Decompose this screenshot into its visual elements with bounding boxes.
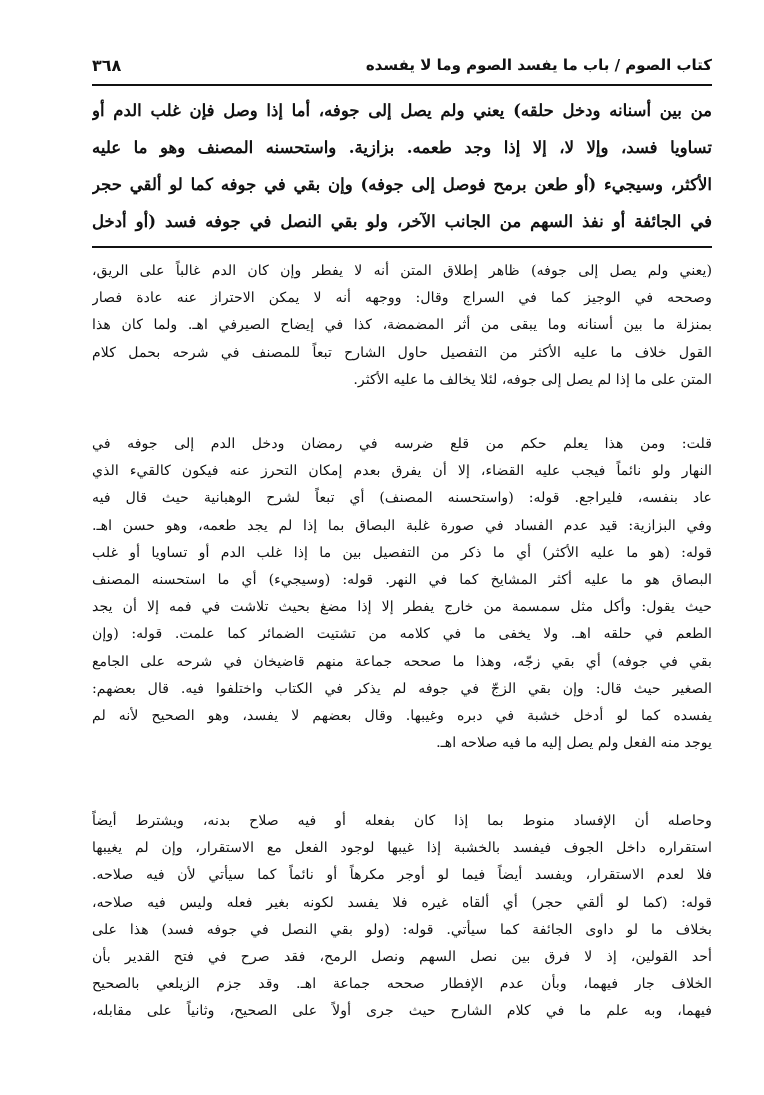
header-divider xyxy=(92,84,712,86)
commentary-line: بقي في جوفه) أي بقي زجّه، وهذا ما صححه جماعة منهم قاضيخان في شرحه على الجامع xyxy=(92,653,712,670)
commentary-line: وصححه في الوجيز كما في السراج وقال: ووجهه أنه لا يمكن الاحتراز عنه عادة فصار xyxy=(92,290,712,307)
commentary-paragraph-2 xyxy=(92,431,712,757)
commentary-line: قوله: (كما لو ألقي حجر) أي ألقاه غيره فلا يفسد لكونه بغير فعله وليس فيه صلاحه، xyxy=(92,894,712,911)
page-header xyxy=(92,52,712,78)
commentary-divider xyxy=(92,246,712,248)
commentary-line: فيهما، وبه علم ما في كلام الشارح حيث جرى أولاً على الصحيح، وثانياً على مقابله، xyxy=(92,1003,712,1020)
main-text-line: من بين أسنانه ودخل حلقه) يعني ولم يصل إلى جوفه، أما إذا وصل فإن غلب الدم أو xyxy=(92,101,712,120)
commentary-line: وفي البزازية: قيد عدم الفساد في صورة غلبة البصاق بما إذا لم يجد طعمه، وهو حسن اهـ. xyxy=(92,517,712,534)
main-text-line: في الجائفة أو نفذ السهم من الجانب الآخر، ولو بقي النصل في جوفه فسد (أو أدخل xyxy=(92,212,712,231)
commentary-line: يفسده كما لو أدخل خشبة في دبره وغيبها. وقال بعضهم لا يفسد، وهو الصحيح لأنه لم xyxy=(92,707,712,724)
commentary-line: بمنزلة ما بين أسنانه وما يبقى من أثر المضمضة، كذا في إيضاح الصيرفي اهـ. ولما كان هذا xyxy=(92,317,712,334)
commentary-line: القول خلاف ما عليه الأكثر من التفصيل حاول الشارح تبعاً للمصنف في شرحه بحمل كلام xyxy=(92,344,712,361)
commentary-line: عاد بنفسه، فليراجع. قوله: (واستحسنه المصنف) أي تبعاً لشرح الوهبانية حيث قال فيه xyxy=(92,490,712,507)
commentary-line: المتن على ما إذا لم يصل إلى جوفه، لئلا يخالف ما عليه الأكثر. xyxy=(353,371,712,388)
commentary-line: البصاق هو ما عليه أكثر المشايخ كما في النهر. قوله: (وسيجيء) أي ما استحسنه المصنف xyxy=(92,571,712,588)
running-title: كتاب الصوم / باب ما يفسد الصوم وما لا يفسده xyxy=(365,56,712,74)
commentary-line: فلا لعدم الاستقرار، ويفسد أيضاً فيما لو أوجر مكرهاً أو نائماً كما سيأتي لأن فيه صلاحه. xyxy=(92,867,712,884)
commentary-line: قلت: ومن هذا يعلم حكم من قلع ضرسه في رمضان ودخل الدم إلى جوفه في xyxy=(92,436,712,452)
commentary-line: قوله: (هو ما عليه الأكثر) أي ما ذكر من التفصيل بين ما إذا غلب الدم أو تساويا أو غلب xyxy=(92,544,712,561)
page-number: ٣٦٨ xyxy=(92,55,122,75)
commentary-paragraph-3 xyxy=(92,808,712,1026)
commentary-line: وحاصله أن الإفساد منوط بما إذا كان بفعله أو فيه صلاح بدنه، ويشترط أيضاً xyxy=(92,813,712,829)
commentary-line: (يعني ولم يصل إلى جوفه) ظاهر إطلاق المتن أنه لا يفطر وإن كان الدم غالباً على الريق، xyxy=(92,263,712,279)
commentary-line: الطعم في حلقه اهـ. ولا يخفى ما في كلامه من تشتيت الضمائر كما علمت. قوله: (وإن xyxy=(92,626,712,643)
commentary-line: حيث يقول: وأكل مثل سمسمة من خارج يفطر إلا إذا مضغ بحيث تلاشت في فمه إلا أن يجد xyxy=(92,599,712,616)
commentary-paragraph-1 xyxy=(92,258,712,394)
main-text-line: تساويا فسد، وإلا لا، إلا إذا وجد طعمه. بزازية. واستحسنه المصنف وهو ما عليه xyxy=(92,138,712,157)
commentary-line: الصغير حيث قال: وإن بقي الزجّ في جوفه لم يذكر في الكتاب واختلفوا فيه. قال بعضهم: xyxy=(92,680,712,697)
main-text-line: الأكثر، وسيجيء (أو طعن برمح فوصل إلى جوفه) وإن بقي في جوفه كما لو ألقي حجر xyxy=(92,175,712,194)
commentary-line: النهار ولو نائماً فيجب عليه القضاء، إلا أن يفرق بعدم إمكان التحرز عنه فيكون كالقيء الذي xyxy=(92,463,712,480)
commentary-line: استقراره داخل الجوف فيفسد بالخشبة إذا غيبها لوجود الفعل مع الاستقرار، وإن لم يغيبها xyxy=(92,840,712,857)
commentary-line: الخلاف جار فيهما، وبأن عدم الإفطار صححه جماعة اهـ. وقد جزم الزيلعي بالصحيح xyxy=(92,976,712,993)
commentary-line: يوجد منه الفعل ولم يصل إليه ما فيه صلاحه اهـ. xyxy=(436,735,712,752)
main-text-block xyxy=(92,92,712,240)
commentary-line: بخلاف ما لو داوى الجائفة كما سيأتي. قوله: (ولو بقي النصل في جوفه فسد) هذا على xyxy=(92,921,712,938)
commentary-line: أحد القولين، إذ لا فرق بين نصل السهم ونصل الرمح، فقد صرح في فتح القدير بأن xyxy=(92,948,712,965)
